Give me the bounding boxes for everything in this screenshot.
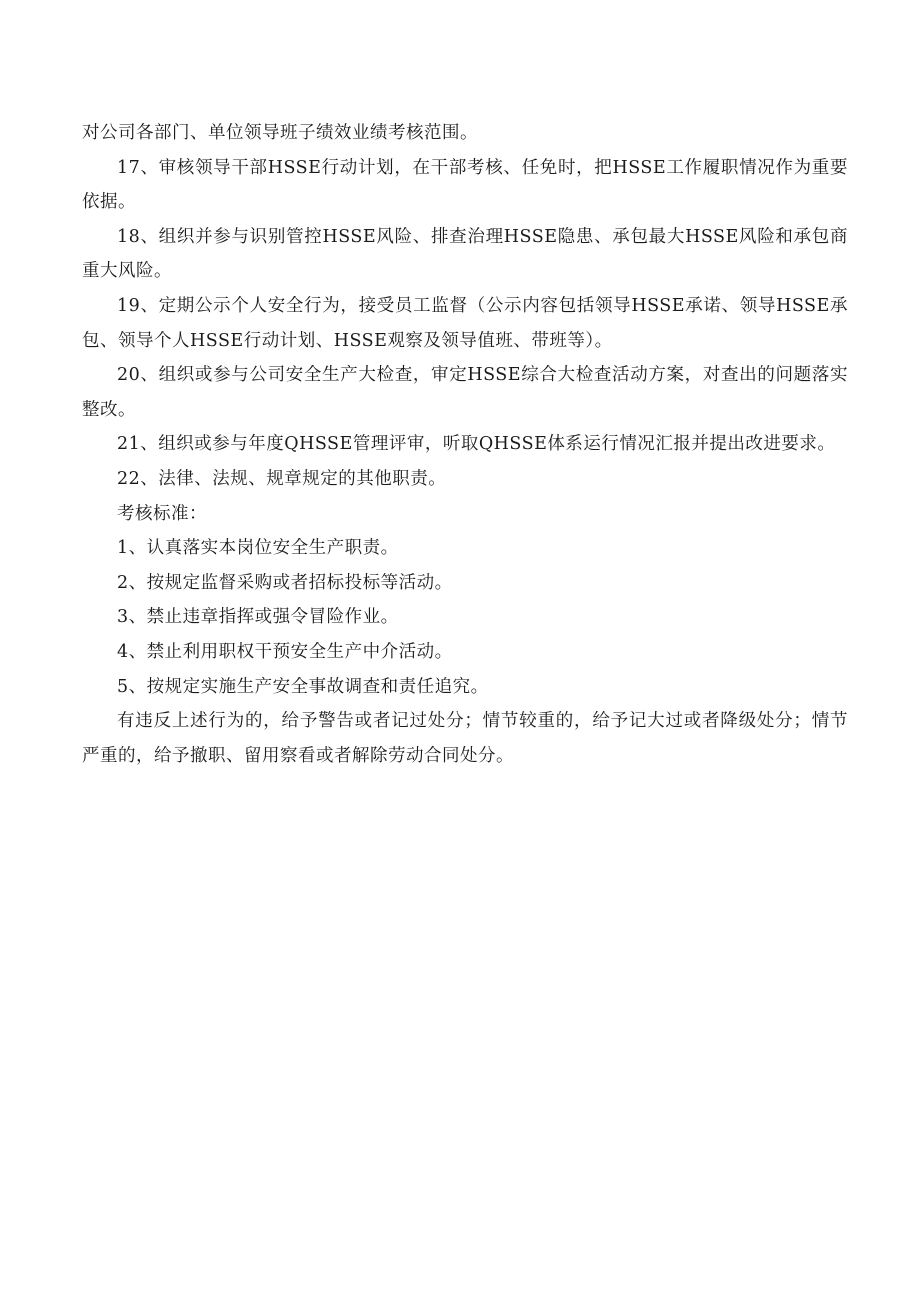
standard-item-5: 5、按规定实施生产安全事故调查和责任追究。	[117, 676, 489, 697]
document-body	[82, 116, 848, 773]
standard-item-1: 1、认真落实本岗位安全生产职责。	[117, 538, 399, 559]
paragraph-item-22: 22、法律、法规、规章规定的其他职责。	[117, 468, 447, 489]
paragraph-item-20: 20、组织或参与公司安全生产大检查，审定HSSE综合大检查活动方案，对查出的问题落实整改。	[82, 365, 848, 420]
paragraph-item-21: 21、组织或参与年度QHSSE管理评审，听取QHSSE体系运行情况汇报并提出改进要求。	[117, 434, 836, 455]
standard-item-4: 4、禁止利用职权干预安全生产中介活动。	[117, 641, 453, 662]
standard-item-2: 2、按规定监督采购或者招标投标等活动。	[117, 572, 453, 593]
penalty-paragraph: 有违反上述行为的，给予警告或者记过处分；情节较重的，给予记大过或者降级处分；情节严重的，给予撤职、留用察看或者解除劳动合同处分。	[82, 711, 848, 766]
paragraph-item-19: 19、定期公示个人安全行为，接受员工监督（公示内容包括领导HSSE承诺、领导HSSE承包、领导个人HSSE行动计划、HSSE观察及领导值班、带班等）。	[82, 295, 848, 351]
paragraph-item-17: 17、审核领导干部HSSE行动计划，在干部考核、任免时，把HSSE工作履职情况作为重要依据。	[82, 157, 848, 213]
section-heading-assessment-standards: 考核标准：	[117, 503, 207, 524]
paragraph-item-18: 18、组织并参与识别管控HSSE风险、排查治理HSSE隐患、承包最大HSSE风险和承包商重大风险。	[82, 226, 848, 282]
standard-item-3: 3、禁止违章指挥或强令冒险作业。	[117, 607, 399, 628]
paragraph-continuation: 对公司各部门、单位领导班子绩效业绩考核范围。	[82, 123, 478, 143]
